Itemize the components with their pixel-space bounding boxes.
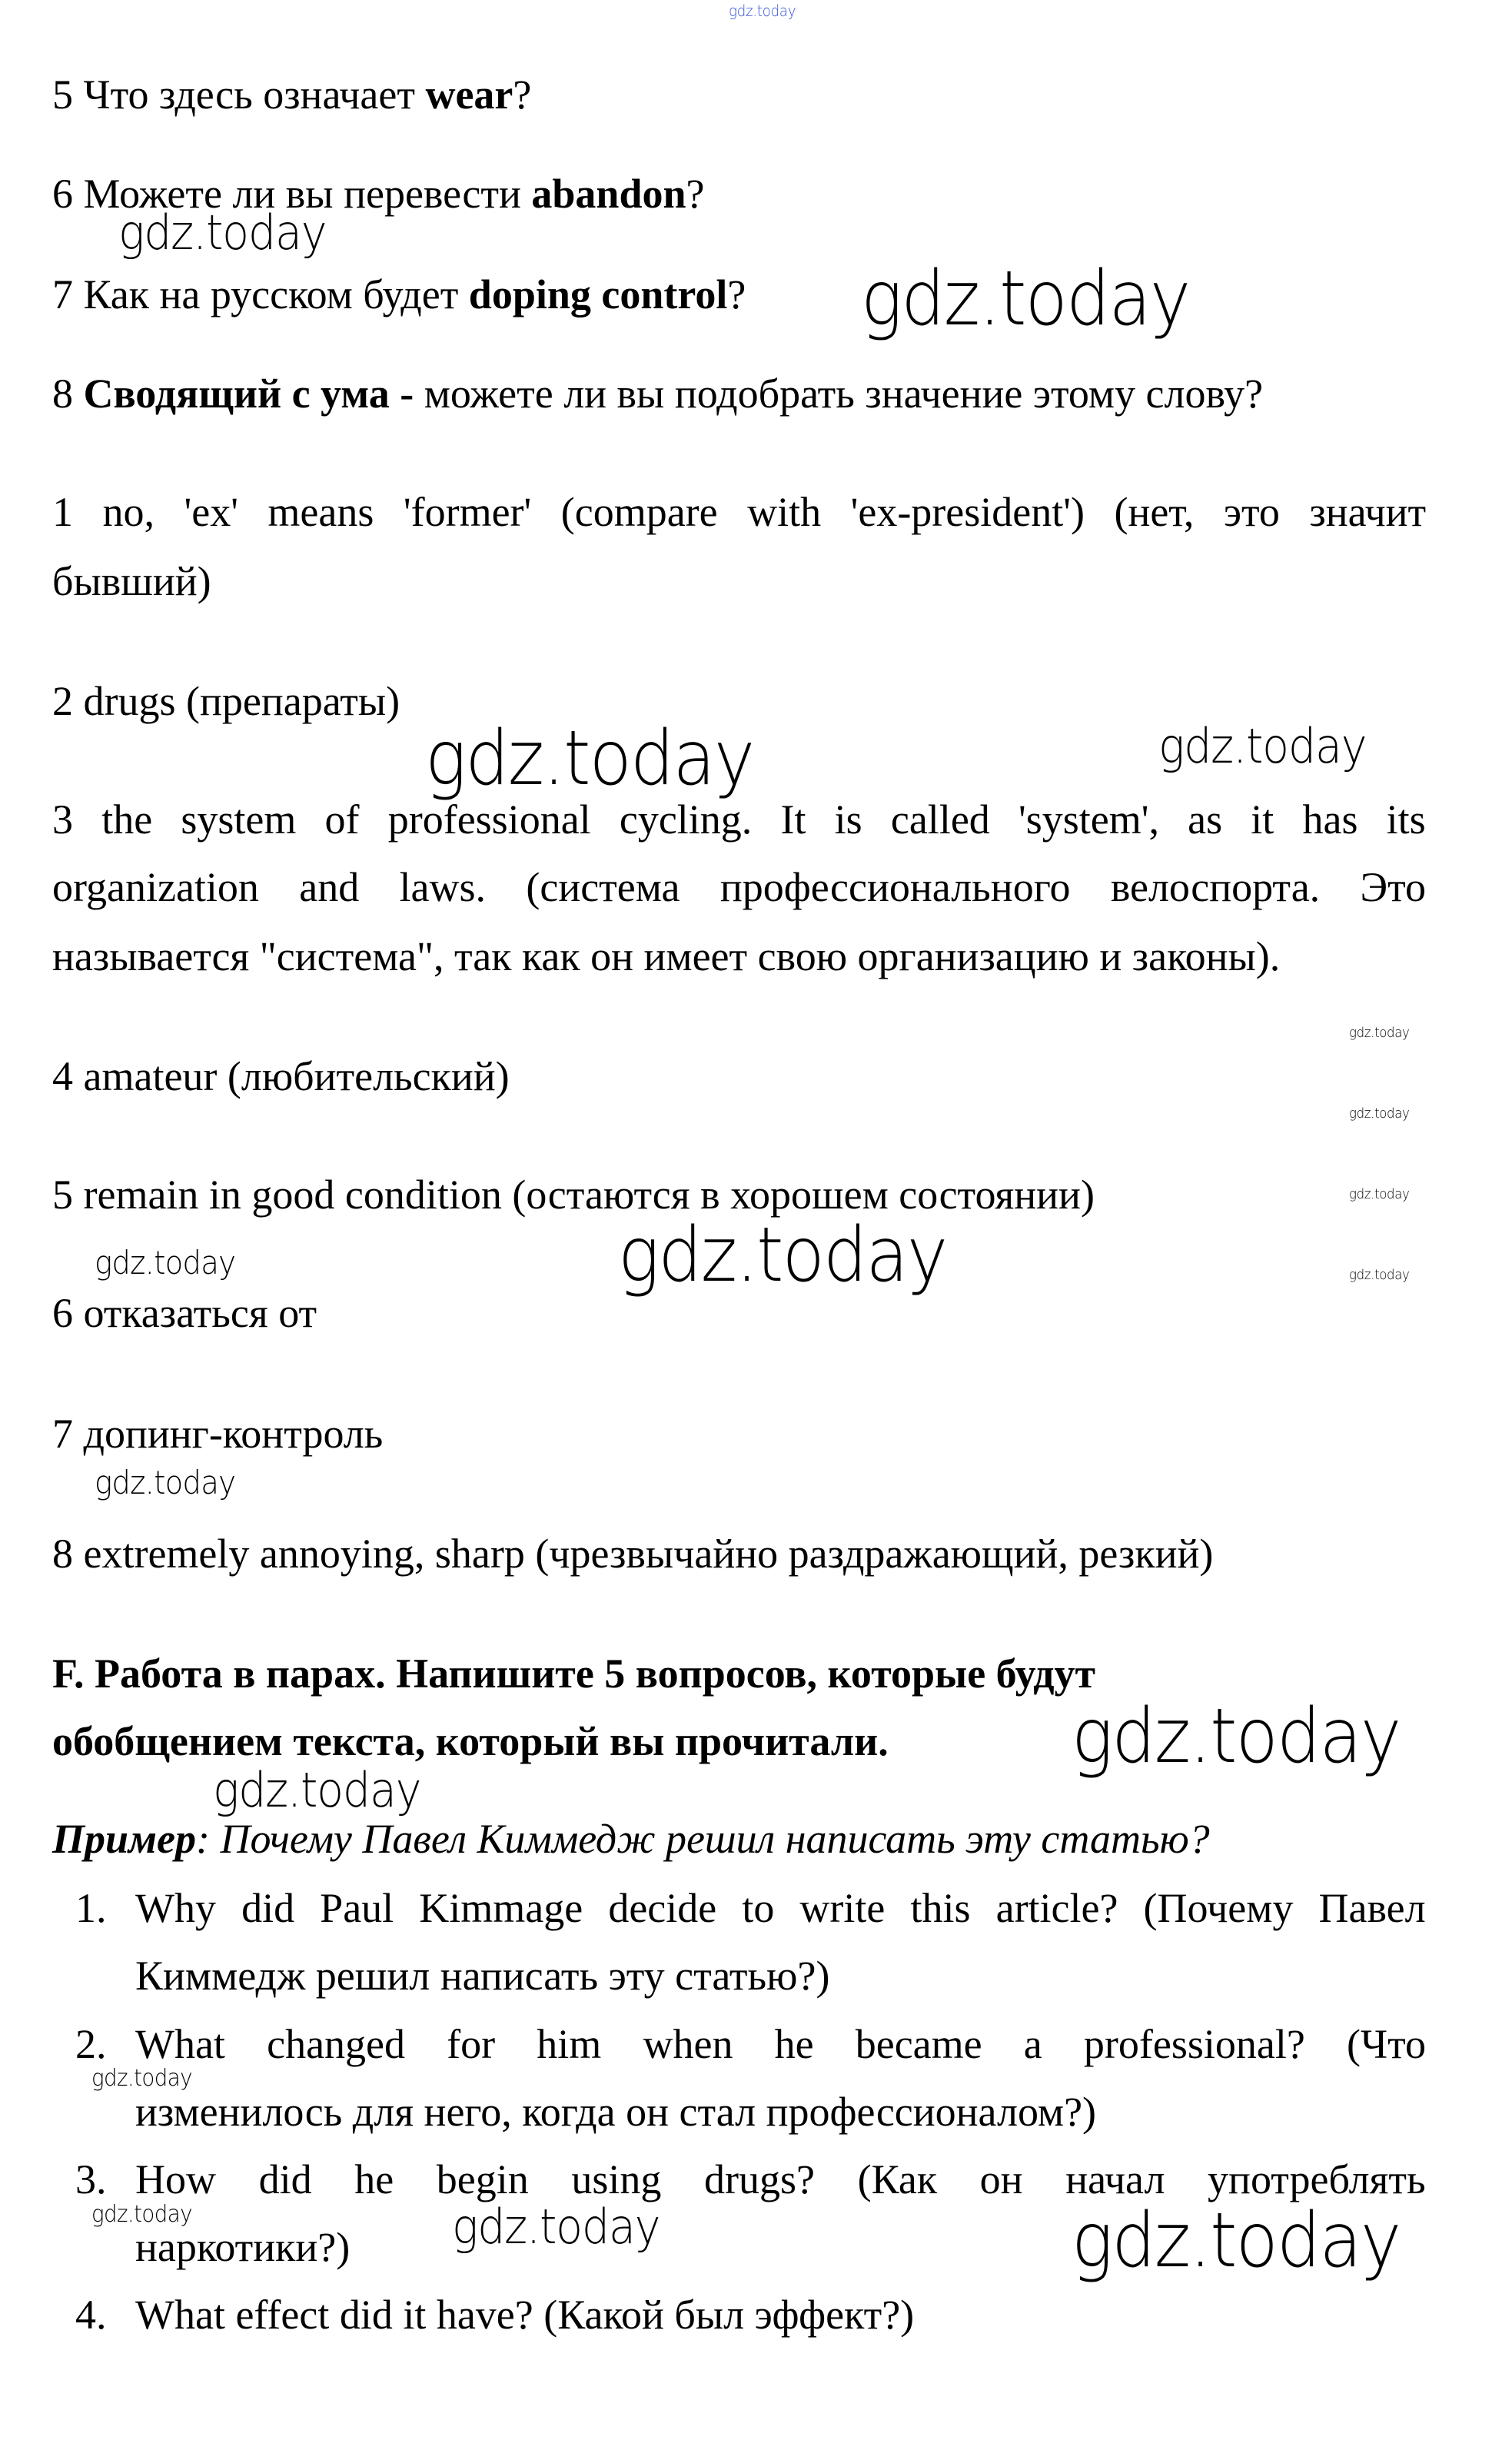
text-segment: Киммедж решил написать эту статью?)	[135, 1953, 830, 1999]
text-segment: наркотики?)	[135, 2224, 351, 2270]
list-item-3	[135, 2226, 350, 2269]
watermark: gdz.today	[95, 1244, 236, 1282]
text-segment: : Почему Павел Киммедж решил написать эту статью?	[196, 1816, 1210, 1862]
text-segment: Why did Paul Kimmage decide to write this article? (Почему Павел	[135, 1885, 1426, 1931]
text-segment: ?	[686, 171, 705, 217]
answer-1	[52, 490, 1426, 534]
list-item-1	[135, 1887, 1426, 1930]
list-number: 1.	[75, 1885, 107, 1931]
text-segment: wear	[425, 71, 513, 118]
text-segment: What effect did it have? (Какой был эффект?)	[135, 2292, 915, 2338]
answer-3	[52, 935, 1280, 978]
text-segment: 5 remain in good condition (остаются в хорошем состоянии)	[52, 1172, 1095, 1218]
question-7	[52, 273, 746, 316]
question-5	[52, 73, 531, 116]
watermark: gdz.today	[95, 1464, 236, 1501]
list-item-3	[135, 2158, 1426, 2201]
watermark: gdz.today	[1349, 1186, 1410, 1202]
answer-5	[52, 1173, 1095, 1216]
text-segment: Сводящий с ума -	[83, 371, 414, 417]
watermark: gdz.today	[618, 1212, 947, 1299]
text-segment: abandon	[531, 171, 686, 217]
text-segment: ?	[727, 271, 746, 317]
watermark: gdz.today	[91, 2065, 192, 2092]
text-segment: 8	[52, 371, 84, 417]
text-segment: F. Работа в парах. Напишите 5 вопросов, которые будут	[52, 1651, 1096, 1697]
question-8	[52, 372, 1263, 415]
watermark: gdz.today	[118, 204, 327, 261]
list-number: 2.	[75, 2021, 107, 2067]
watermark: gdz.today	[452, 2199, 660, 2255]
text-segment: Пример	[52, 1816, 196, 1862]
answer-7	[52, 1412, 383, 1455]
watermark: gdz.today	[1158, 718, 1367, 774]
text-segment: называется "система", так как он имеет свою организацию и законы).	[52, 933, 1281, 979]
text-segment: 8 extremely annoying, sharp (чрезвычайно раздражающий, резкий)	[52, 1531, 1214, 1577]
text-segment: How did he begin using drugs? (Как он начал употреблять	[135, 2156, 1426, 2202]
text-segment: 7 Как на русском будет	[52, 271, 469, 317]
watermark: gdz.today	[425, 715, 754, 803]
text-segment: ?	[513, 71, 532, 118]
answer-1	[52, 560, 211, 603]
watermark: gdz.today	[861, 255, 1190, 343]
text-segment: organization and laws. (система профессионального велоспорта. Это	[52, 864, 1427, 910]
text-segment: 4 amateur (любительский)	[52, 1053, 510, 1099]
list-item-1	[135, 1954, 829, 1997]
list-item-2	[135, 2090, 1096, 2133]
watermark: gdz.today	[1072, 2197, 1401, 2285]
text-segment: 2 drugs (препараты)	[52, 678, 400, 724]
answer-8	[52, 1532, 1213, 1575]
text-segment: изменилось для него, когда он стал профессионалом?)	[135, 2089, 1097, 2135]
watermark: gdz.today	[1349, 1105, 1410, 1122]
text-segment: 1 no, 'ex' means 'former' (compare with 'ex-president') (нет, это значит	[52, 489, 1427, 535]
answer-6	[52, 1291, 317, 1335]
list-number: 4.	[75, 2292, 107, 2338]
task-f-heading	[52, 1652, 1095, 1695]
answer-2	[52, 680, 400, 723]
watermark: gdz.today	[91, 2201, 192, 2228]
list-number: 3.	[75, 2156, 107, 2202]
watermark: gdz.today	[1349, 1025, 1410, 1041]
list-item-4	[135, 2293, 914, 2336]
list-item-2	[135, 2023, 1426, 2066]
text-segment: 5 Что здесь означает	[52, 71, 426, 118]
text-segment: 6 Можете ли вы перевести	[52, 171, 532, 217]
text-segment: можете ли вы подобрать значение этому слову?	[414, 371, 1264, 417]
text-segment: обобщением текста, который вы прочитали.	[52, 1718, 889, 1764]
text-segment: 6 отказаться от	[52, 1290, 317, 1336]
text-segment: 7 допинг-контроль	[52, 1411, 384, 1457]
text-segment: doping control	[468, 271, 728, 317]
text-segment: бывший)	[52, 558, 211, 604]
answer-4	[52, 1055, 510, 1098]
text-segment: What changed for him when he became a professional? (Что	[135, 2021, 1426, 2067]
watermark: gdz.today	[213, 1762, 421, 1818]
answer-3	[52, 866, 1426, 909]
task-f-heading	[52, 1720, 889, 1763]
watermark: gdz.today	[1072, 1693, 1401, 1780]
watermark: gdz.today	[1349, 1267, 1410, 1283]
watermark: gdz.today	[729, 2, 796, 20]
answer-3	[52, 798, 1426, 841]
text-segment: 3 the system of professional cycling. It is called 'system', as it has its	[52, 796, 1426, 843]
example-question	[52, 1817, 1210, 1860]
